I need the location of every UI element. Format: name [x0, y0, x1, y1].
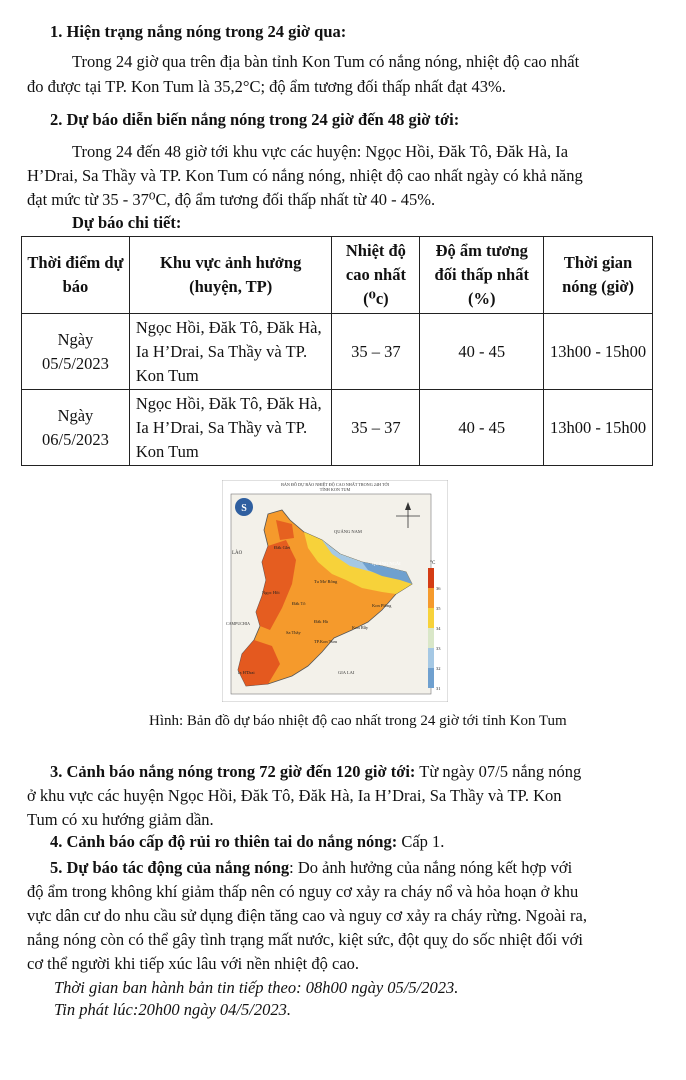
section-5-heading: 5. Dự báo tác động của nắng nóng [50, 858, 290, 877]
table-header-row [22, 237, 653, 314]
section-4: 4. Cảnh báo cấp độ rủi ro thiên tai do nắng nóng: Cấp 1. [50, 832, 445, 851]
label-tu-mo-rong: Tu Mơ Rông [314, 579, 338, 584]
section-2-line2: H’Drai, Sa Thầy và TP. Kon Tum có nắng nóng, nhiệt độ cao nhất ngày có khả năng [27, 166, 583, 185]
col-header-area: Khu vực ảnh hưởng (huyện, TP) [129, 237, 332, 314]
map-title: BẢN ĐỒ DỰ BÁO NHIỆT ĐỘ CAO NHẤT TRONG 24H TỚI [281, 482, 389, 487]
label-sa-thay: Sa Thầy [286, 630, 301, 635]
svg-text:31: 31 [436, 686, 441, 691]
cell-date: Ngày 05/5/2023 [22, 314, 130, 390]
section-5: 5. Dự báo tác động của nắng nóng: Do ảnh hưởng của nắng nóng kết hợp với độ ẩm trong không khí giảm thấp nên có nguy cơ xảy ra cháy nổ và hỏa hoạn ở khu vực dân cư do nhu cầu sử dụng điện tăng cao và nguy cơ xảy ra cháy rừng. Ngoài ra, nắng nóng còn có thể gây tình trạng mất nước, kiệt sức, đột quỵ do sốc nhiệt đối với cơ thể người khi tiếp xúc lâu với nền nhiệt độ cao. [27, 858, 587, 973]
section-4-heading: 4. Cảnh báo cấp độ rủi ro thiên tai do nắng nóng: [50, 832, 398, 851]
section-2-heading: 2. Dự báo diễn biến nắng nóng trong 24 giờ đến 48 giờ tới: [50, 110, 460, 129]
col-header-time: Thời điểm dự báo [22, 237, 130, 314]
label-cambodia: CAMPUCHIA [226, 621, 251, 626]
label-laos: LÀO [232, 551, 243, 556]
cell-temp: 35 – 37 [332, 390, 420, 466]
map-subtitle: TỈNH KON TUM [319, 487, 351, 492]
cell-humidity: 40 - 45 [420, 390, 544, 466]
cell-humidity: 40 - 45 [420, 314, 544, 390]
section-3: 3. Cảnh báo nắng nóng trong 72 giờ đến 120 giờ tới: Từ ngày 07/5 nắng nóng ở khu vực các huyện Ngọc Hồi, Đăk Tô, Đăk Hà, Ia H’Drai, Sa Thầy và TP. Kon Tum có xu hướng giảm dần. [27, 762, 582, 829]
section-1-line1: Trong 24 giờ qua trên địa bàn tỉnh Kon Tum có nắng nóng, nhiệt độ cao nhất [72, 52, 580, 71]
svg-text:S: S [241, 503, 247, 514]
cell-hot-hours: 13h00 - 15h00 [544, 314, 653, 390]
label-quang-nam: QUẢNG NAM [334, 529, 362, 534]
next-issue-time: Thời gian ban hành bản tin tiếp theo: 08h00 ngày 05/5/2023. [54, 978, 459, 997]
cell-area: Ngọc Hồi, Đăk Tô, Đăk Hà, Ia H’Drai, Sa Thầy và TP. Kon Tum [129, 390, 332, 466]
issued-time: Tin phát lúc:20h00 ngày 04/5/2023. [54, 1000, 291, 1019]
label-tp-kon-tum: TP.Kon Tum [314, 639, 338, 644]
col-header-hot-hours: Thời gian nóng (giờ) [544, 237, 653, 314]
cell-date: Ngày 06/5/2023 [22, 390, 130, 466]
cell-temp: 35 – 37 [332, 314, 420, 390]
label-dak-glei: Đăk Glei [274, 545, 291, 550]
svg-text:33: 33 [436, 646, 441, 651]
section-2-line3: đạt mức từ 35 - 37⁰C, độ ẩm tương đối thấp nhất từ 40 - 45%. [27, 190, 436, 209]
section-1-heading: 1. Hiện trạng nắng nóng trong 24 giờ qua: [50, 22, 347, 41]
svg-text:°C: °C [430, 561, 436, 566]
table-row [22, 390, 653, 466]
section-2-line1: Trong 24 đến 48 giờ tới khu vực các huyện: Ngọc Hồi, Đăk Tô, Đăk Hà, Ia [72, 142, 569, 161]
label-kon-plong: Kon Plông [372, 603, 392, 608]
label-dak-to: Đăk Tô [292, 601, 306, 606]
col-header-temp: Nhiệt độ cao nhất (⁰c) [332, 237, 420, 314]
col-header-humidity: Độ ẩm tương đối thấp nhất (%) [420, 237, 544, 314]
svg-text:35: 35 [436, 606, 441, 611]
label-dak-ha: Đăk Hà [314, 619, 328, 624]
svg-text:36: 36 [436, 586, 441, 591]
label-ngoc-hoi: Ngọc Hồi [262, 590, 280, 595]
map-caption: Hình: Bản đồ dự báo nhiệt độ cao nhất trong 24 giờ tới tỉnh Kon Tum [149, 713, 567, 729]
table-row [22, 314, 653, 390]
temperature-forecast-map [222, 480, 448, 702]
forecast-table [21, 236, 653, 466]
section-1-line2: đo được tại TP. Kon Tum là 35,2°C; độ ẩm tương đối thấp nhất đạt 43%. [27, 77, 506, 96]
detail-forecast-label: Dự báo chi tiết: [72, 213, 182, 232]
svg-text:34: 34 [436, 626, 441, 631]
svg-text:32: 32 [436, 666, 441, 671]
section-3-heading: 3. Cảnh báo nắng nóng trong 72 giờ đến 120 giờ tới: [50, 762, 416, 781]
label-quang-ngai: QUẢNG NGÃI [372, 561, 401, 566]
label-kon-ray: Kon Rẫy [352, 625, 369, 630]
label-gia-lai: GIA LAI [338, 670, 355, 675]
cell-hot-hours: 13h00 - 15h00 [544, 390, 653, 466]
label-ia-hdrai: Ia H'Drai [238, 670, 255, 675]
cell-area: Ngọc Hồi, Đăk Tô, Đăk Hà, Ia H’Drai, Sa Thầy và TP. Kon Tum [129, 314, 332, 390]
